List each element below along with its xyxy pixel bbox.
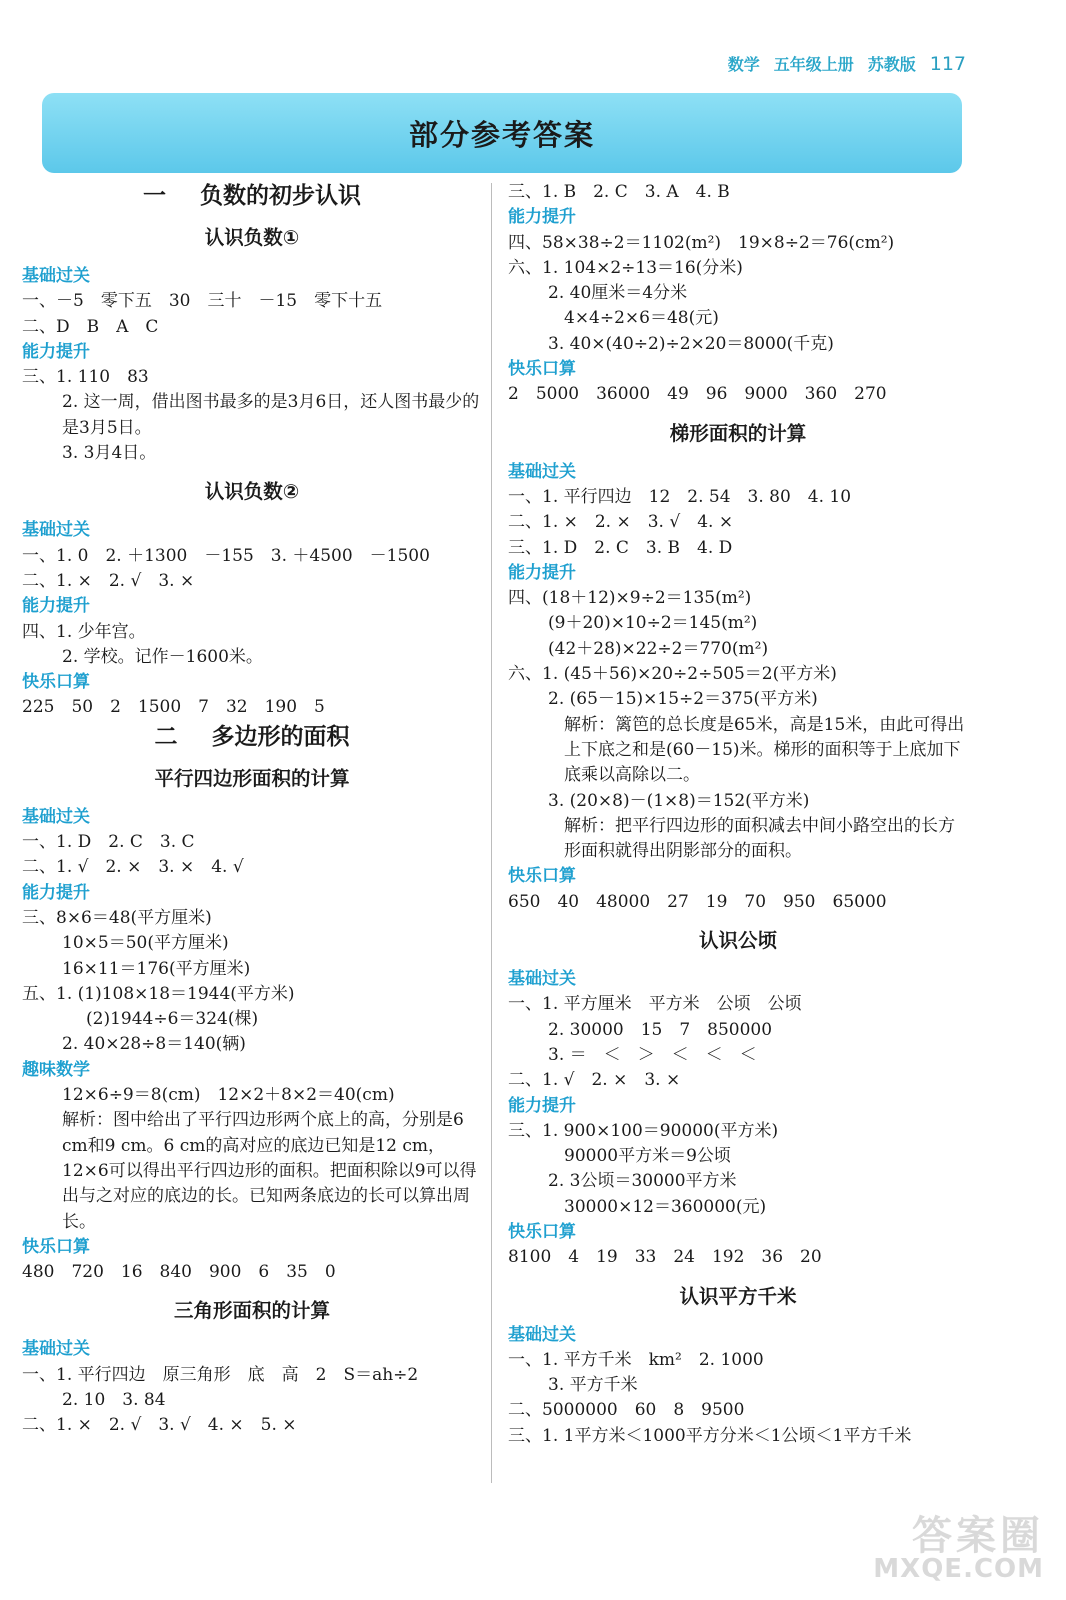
answer-line: 三、1. 900×100＝90000(平方米) (508, 1120, 779, 1141)
answer-line: 二、5000000 60 8 9500 (508, 1400, 745, 1421)
section-title: 三角形面积的计算 (173, 1299, 330, 1323)
section-label: 基础过关 (22, 520, 90, 541)
answer-line: 三、1. 110 83 (22, 367, 149, 388)
chapter-2-title: 多边形的面积 (211, 723, 350, 750)
answer-line: 2. 30000 15 7 850000 (548, 1019, 773, 1040)
section-label: 基础过关 (508, 461, 576, 482)
watermark-text: 答案圈 (912, 1513, 1044, 1559)
left-column (22, 180, 482, 1439)
answer-line: 一、1. 平方千米 km² 2. 1000 (508, 1349, 764, 1370)
section-label: 快乐口算 (22, 672, 90, 693)
header-subject: 数学 (727, 55, 760, 74)
section-label: 能力提升 (508, 562, 576, 583)
answer-line: 2 5000 36000 49 96 9000 360 270 (508, 384, 887, 405)
section-title: 梯形面积的计算 (669, 421, 807, 445)
answer-paragraph: 解析：图中给出了平行四边形两个底上的高，分别是6 cm和9 cm。6 cm的高对应的底边已知是12 cm，12×6可以得出平行四边形的面积。把面积除以9可以得出与之对应的底边的长。已知两条底边的长可以算出周长。 (62, 1110, 477, 1232)
answer-line: 12×6÷9＝8(cm) 12×2＋8×2＝40(cm) (62, 1085, 395, 1106)
section-title: 认识负数① (204, 226, 300, 249)
answer-line: 3. (20×8)－(1×8)＝152(平方米) (548, 790, 810, 811)
answer-line: 480 720 16 840 900 6 35 0 (22, 1262, 336, 1283)
answer-line: 二、1. × 2. √ 3. √ 4. × 5. × (22, 1415, 297, 1436)
answer-line: (42＋28)×22÷2＝770(m²) (548, 638, 769, 659)
section-label: 快乐口算 (508, 359, 576, 380)
right-column (508, 180, 968, 1449)
answer-line: 四、1. 少年宫。 (22, 621, 146, 642)
chapter-2-number: 二 (154, 723, 178, 750)
section-label: 基础过关 (508, 1324, 576, 1345)
banner-title: 部分参考答案 (408, 117, 595, 152)
answer-line: (9＋20)×10÷2＝145(m²) (548, 613, 758, 634)
section-label: 能力提升 (508, 207, 576, 228)
section-label: 基础过关 (508, 969, 576, 990)
answer-line: 二、D B A C (22, 316, 159, 337)
answer-line: 一、1. 平行四边 12 2. 54 3. 80 4. 10 (508, 486, 852, 507)
answer-line: 4×4÷2×6＝48(元) (564, 308, 719, 329)
answer-line: 二、1. × 2. × 3. √ 4. × (508, 512, 734, 533)
answer-line: 二、1. √ 2. × 3. × (508, 1070, 681, 1091)
page-header (728, 52, 966, 75)
answer-line: 3. 40×(40÷2)÷2×20＝8000(千克) (548, 333, 834, 354)
watermark-logo (873, 1513, 1044, 1584)
answer-line: 10×5＝50(平方厘米) (62, 933, 229, 954)
section-label: 基础过关 (22, 1339, 90, 1360)
chapter-1-number: 一 (143, 183, 166, 209)
section-label: 能力提升 (508, 1095, 576, 1116)
watermark-url: MXQE.COM (873, 1554, 1044, 1584)
answer-line: 2. 10 3. 84 (62, 1389, 166, 1410)
section-label: 趣味数学 (22, 1059, 90, 1080)
answer-line: 3. 平方千米 (548, 1375, 638, 1396)
answer-line: 六、1. 104×2÷13＝16(分米) (508, 257, 743, 278)
answer-line: 225 50 2 1500 7 32 190 5 (22, 697, 325, 718)
column-divider (491, 183, 492, 1483)
answer-line: 三、1. 1平方米＜1000平方分米＜1公顷＜1平方千米 (508, 1425, 912, 1446)
answer-line: 一、1. 平方厘米 平方米 公顷 公顷 (508, 994, 802, 1015)
answer-line: 二、1. × 2. √ 3. × (22, 570, 195, 591)
answer-line: 2. 3公顷＝30000平方米 (548, 1171, 737, 1192)
answer-line: 一、－5 零下五 30 三十 －15 零下十五 (22, 291, 383, 312)
section-title: 平行四边形面积的计算 (154, 766, 350, 790)
answer-line: 30000×12＝360000(元) (564, 1196, 767, 1217)
answer-line: 四、58×38÷2＝1102(m²) 19×8÷2＝76(cm²) (508, 232, 895, 253)
chapter-2-heading (22, 721, 482, 753)
section-label: 基础过关 (22, 806, 90, 827)
section-label: 能力提升 (22, 596, 90, 617)
section-label: 能力提升 (22, 882, 90, 903)
section-title: 认识平方千米 (679, 1284, 797, 1308)
section-title: 认识公顷 (698, 929, 777, 953)
answer-line: 一、1. 平行四边 原三角形 底 高 2 S＝ah÷2 (22, 1364, 419, 1385)
answer-line: 三、1. D 2. C 3. B 4. D (508, 537, 733, 558)
section-label: 快乐口算 (22, 1236, 90, 1257)
answer-line: 3. ＝ ＜ ＞ ＜ ＜ ＜ (548, 1044, 757, 1065)
answer-line: 3. 3月4日。 (62, 443, 157, 464)
answer-line: 8100 4 19 33 24 192 36 20 (508, 1247, 822, 1268)
answer-line: 一、1. D 2. C 3. C (22, 832, 195, 853)
header-edition: 苏教版 (867, 55, 916, 74)
chapter-1-title: 负数的初步认识 (200, 183, 361, 209)
answer-line: 2. (65－15)×15÷2＝375(平方米) (548, 689, 818, 710)
section-label: 能力提升 (22, 341, 90, 362)
answer-paragraph: 2. 这一周，借出图书最多的是3月6日，还人图书最少的是3月5日。 (62, 392, 480, 438)
answer-line: 90000平方米＝9公顷 (564, 1146, 731, 1167)
answer-line: 650 40 48000 27 19 70 950 65000 (508, 891, 887, 912)
header-grade: 五年级上册 (773, 55, 854, 74)
page-number: 117 (929, 53, 966, 75)
answer-line: 六、1. (45＋56)×20÷2÷505＝2(平方米) (508, 664, 837, 685)
answer-line: 二、1. √ 2. × 3. × 4. √ (22, 857, 244, 878)
section-label: 基础过关 (22, 266, 90, 286)
section-label: 快乐口算 (508, 1221, 576, 1242)
answer-paragraph: 解析：把平行四边形的面积减去中间小路空出的长方形面积就得出阴影部分的面积。 (564, 815, 955, 862)
section-label: 快乐口算 (508, 866, 576, 887)
title-banner (42, 93, 962, 173)
answer-line: 2. 学校。记作－1600米。 (62, 646, 263, 667)
chapter-1-heading (22, 180, 482, 212)
answer-line: 三、1. B 2. C 3. A 4. B (508, 182, 730, 202)
answer-line: 2. 40厘米＝4分米 (548, 283, 688, 304)
answer-line: (2)1944÷6＝324(棵) (86, 1009, 259, 1030)
answer-paragraph: 解析：篱笆的总长度是65米，高是15米，由此可得出上下底之和是(60－15)米。梯形的面积等于上底加下底乘以高除以二。 (564, 714, 965, 786)
answer-line: 三、8×6＝48(平方厘米) (22, 907, 212, 928)
answer-line: 一、1. 0 2. ＋1300 －155 3. ＋4500 －1500 (22, 545, 430, 566)
answer-line: 16×11＝176(平方厘米) (62, 958, 251, 979)
answer-line: 四、(18＋12)×9÷2＝135(m²) (508, 588, 752, 609)
answer-line: 2. 40×28÷8＝140(辆) (62, 1034, 246, 1055)
section-title: 认识负数② (204, 480, 300, 504)
answer-line: 五、1. (1)108×18＝1944(平方米) (22, 983, 295, 1004)
